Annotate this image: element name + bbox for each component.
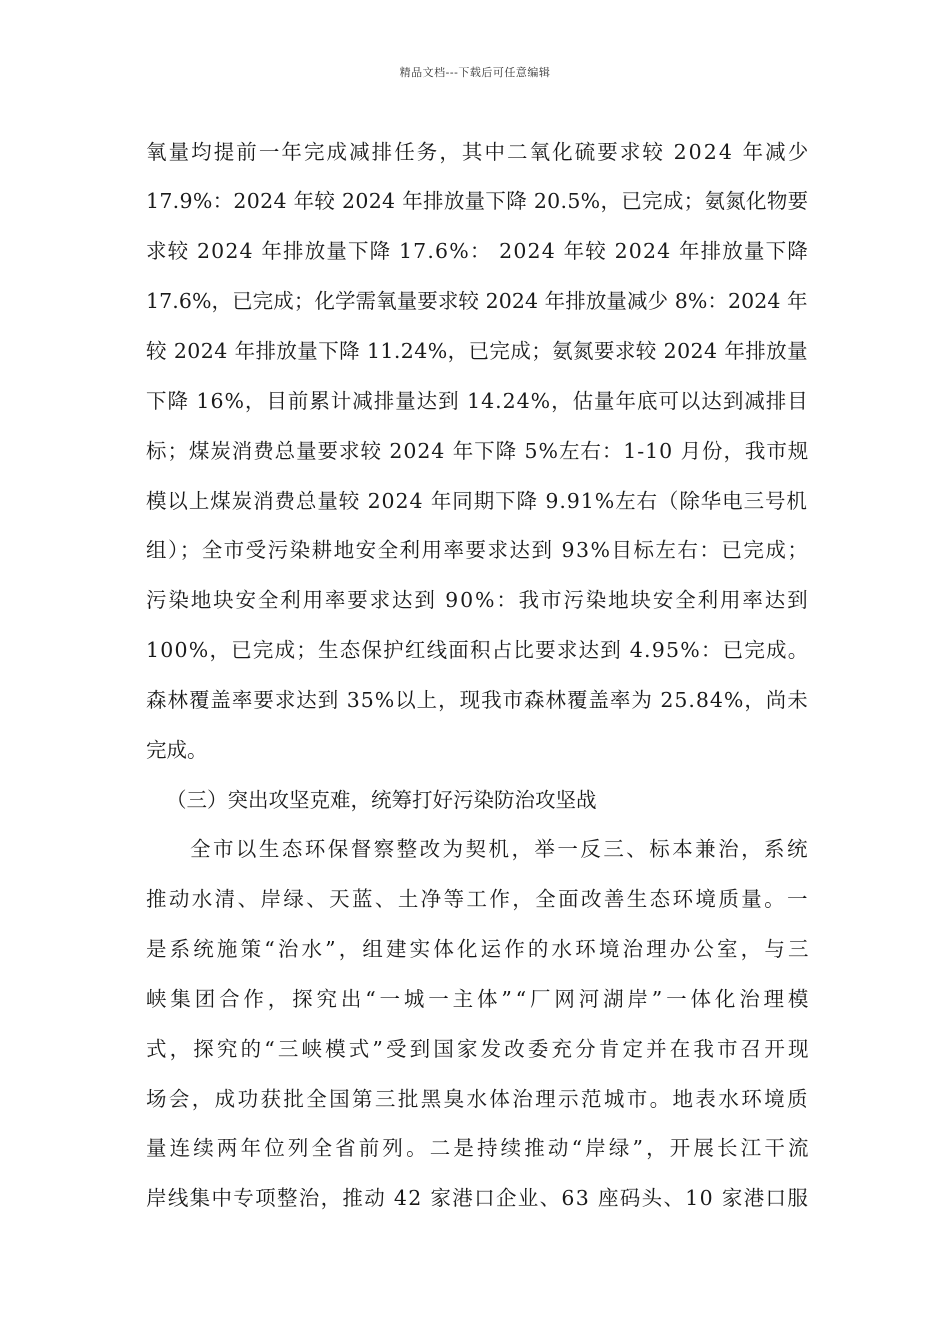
text-line: 森林覆盖率要求达到 35%以上，现我市森林覆盖率为 25.84%，尚未 [146, 688, 809, 712]
text-line: 是系统施策“治水”，组建实体化运作的水环境治理办公室，与三 [146, 937, 812, 961]
text-line: 100%，已完成；生态保护红线面积占比要求达到 4.95%：已完成。 [146, 638, 810, 662]
text-line: 推动水清、岸绿、天蓝、土净等工作，全面改善生态环境质量。一 [146, 887, 810, 911]
page-header: 精品文档---下载后可任意编辑 [399, 66, 551, 79]
text-line: 污染地块安全利用率要求达到 90%：我市污染地块安全利用率达到 [146, 588, 810, 612]
text-line: 标；煤炭消费总量要求较 2024 年下降 5%左右：1-10 月份，我市规 [146, 439, 810, 463]
section-heading: （三）突出攻坚克难，统筹打好污染防治攻坚战 [166, 788, 597, 812]
text-line: 岸线集中专项整治，推动 42 家港口企业、63 座码头、10 家港口服 [146, 1186, 810, 1210]
text-line: 量连续两年位列全省前列。二是持续推动“岸绿”，开展长江干流 [146, 1136, 812, 1160]
text-line: 下降 16%，目前累计减排量达到 14.24%，估量年底可以达到减排目 [146, 389, 809, 413]
text-line: 全市以生态环保督察整改为契机，举一反三、标本兼治，系统 [190, 837, 810, 861]
text-line: 较 2024 年排放量下降 11.24%，已完成；氨氮要求较 2024 年排放量 [146, 339, 808, 363]
text-line: 组）；全市受污染耕地安全利用率要求达到 93%目标左右：已完成； [146, 538, 810, 562]
text-line: 式，探究的“三峡模式”受到国家发改委充分肯定并在我市召开现 [146, 1037, 812, 1061]
text-line: 17.6%，已完成；化学需氧量要求较 2024 年排放量减少 8%：2024 年 [146, 289, 808, 313]
text-line: 氧量均提前一年完成减排任务，其中二氧化硫要求较 2024 年减少 [146, 140, 811, 164]
text-line: 峡集团合作，探究出“一城一主体”“厂网河湖岸”一体化治理模 [146, 987, 813, 1011]
text-line: 完成。 [146, 738, 208, 762]
text-line: 场会，成功获批全国第三批黑臭水体治理示范城市。地表水环境质 [146, 1087, 810, 1111]
text-line: 17.9%：2024 年较 2024 年排放量下降 20.5%，已完成；氨氮化物要 [146, 189, 809, 213]
text-line: 求较 2024 年排放量下降 17.6%： 2024 年较 2024 年排放量下降 [146, 239, 809, 263]
text-line: 模以上煤炭消费总量较 2024 年同期下降 9.91%左右（除华电三号机 [146, 489, 808, 513]
